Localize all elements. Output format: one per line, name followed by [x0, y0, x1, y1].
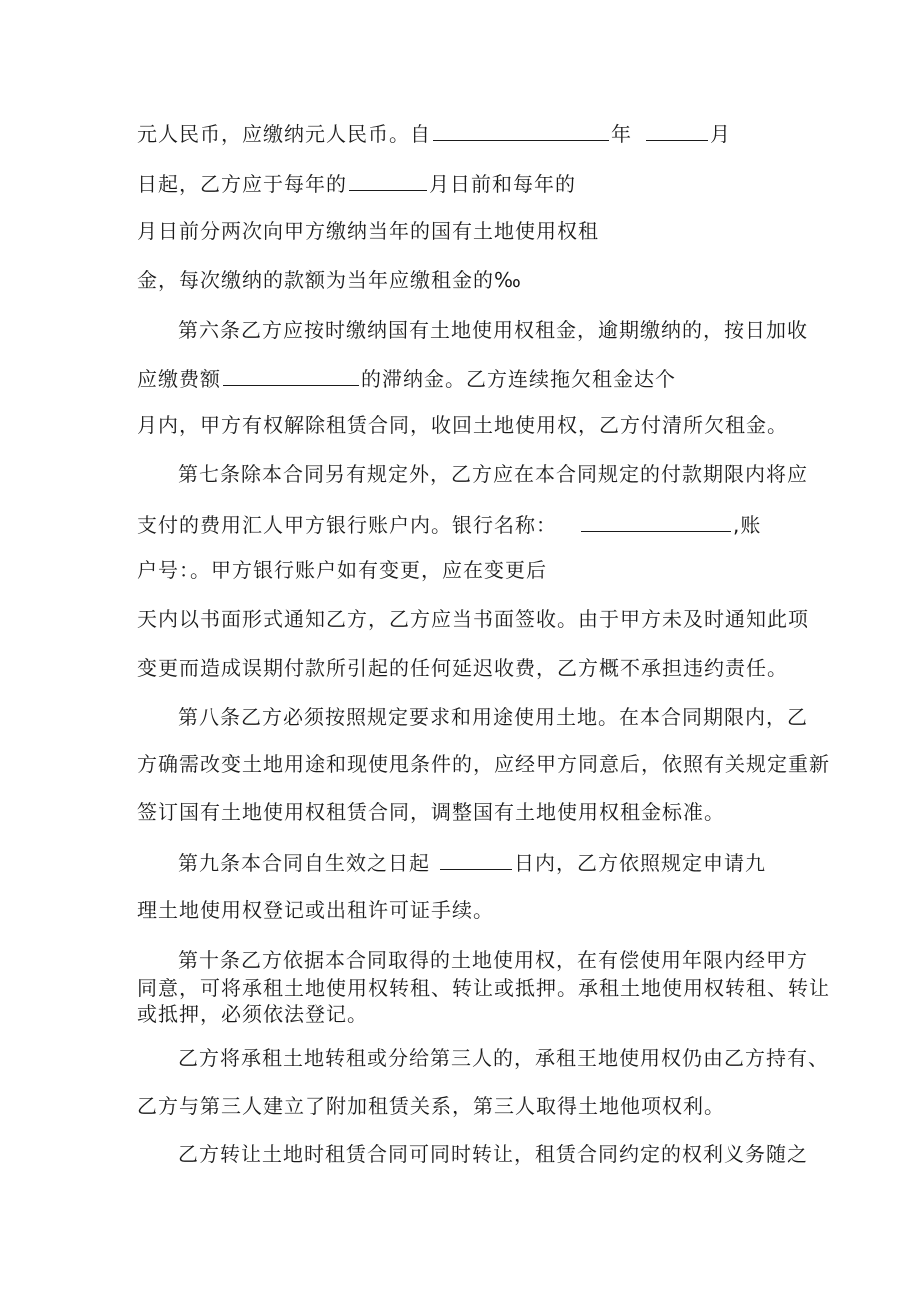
blank-field	[581, 511, 731, 532]
paragraph-line: 第六条乙方应按时缴纳国有土地使用权租金，逾期缴纳的，按日加收	[178, 318, 808, 342]
text-line: 签订国有土地使用权租赁合同，调整国有土地使用权租金标准。	[137, 800, 725, 824]
text-line: 月内，甲方有权解除租赁合同，收回土地使用权，乙方付清所欠租金。	[137, 413, 788, 437]
paragraph-line: 第十条乙方依据本合同取得的土地使用权，在有偿使用年限内经甲方	[178, 948, 808, 972]
paragraph-line: 乙方将承租土地转租或分给第三人的，承租王地使用权仍由乙方持有、	[178, 1046, 829, 1070]
paragraph-line: 第九条本合同自生效之日起 日内，乙方依照规定申请九	[178, 851, 766, 875]
text-line: 或抵押，必须依法登记。	[137, 1002, 368, 1026]
text-line: 日起，乙方应于每年的 月日前和每年的	[137, 172, 576, 196]
blank-field	[440, 849, 512, 870]
text-line: 乙方与第三人建立了附加租赁关系，第三人取得土地他项权利。	[137, 1094, 725, 1118]
blank-field	[223, 365, 359, 386]
text-line: 元人民币，应缴纳元人民币。自 年 月	[137, 122, 731, 146]
text-line: 理土地使用权登记或出租许可证手续。	[137, 898, 494, 922]
text-line: 天内以书面形式通知乙方，乙方应当书面签收。由于甲方未及时通知此项	[137, 607, 809, 631]
paragraph-line: 第七条除本合同另有规定外，乙方应在本合同规定的付款期限内将应	[178, 462, 808, 486]
blank-field	[646, 120, 708, 141]
text-line: 变更而造成误期付款所引起的任何延迟收费，乙方概不承担违约责任。	[137, 656, 788, 680]
text-line: 户号：。甲方银行账户如有变更，应在变更后	[137, 558, 547, 582]
text-line: 金，每次缴纳的款额为当年应缴租金的‰	[137, 268, 522, 292]
text-line: 同意，可将承租土地使用权转租、转让或抵押。承租土地使用权转租、转让	[137, 976, 830, 1000]
text-line: 方确需改变土地用途和现使甩条件的，应经甲方同意后，依照有关规定重新	[137, 752, 830, 776]
text-line: 支付的费用汇人甲方银行账户内。银行名称： ,账	[137, 513, 762, 537]
text-line: 月日前分两次向甲方缴纳当年的国有土地使用权租	[137, 219, 599, 243]
paragraph-line: 乙方转让土地时租赁合同可同时转让，租赁合同约定的权利义务随之	[178, 1142, 808, 1166]
text-line: 应缴费额 的滞纳金。乙方连续拖欠租金达个	[137, 367, 676, 391]
blank-field	[349, 170, 427, 191]
blank-field	[433, 120, 609, 141]
paragraph-line: 第八条乙方必须按照规定要求和用途使用土地。在本合同期限内，乙	[178, 705, 808, 729]
